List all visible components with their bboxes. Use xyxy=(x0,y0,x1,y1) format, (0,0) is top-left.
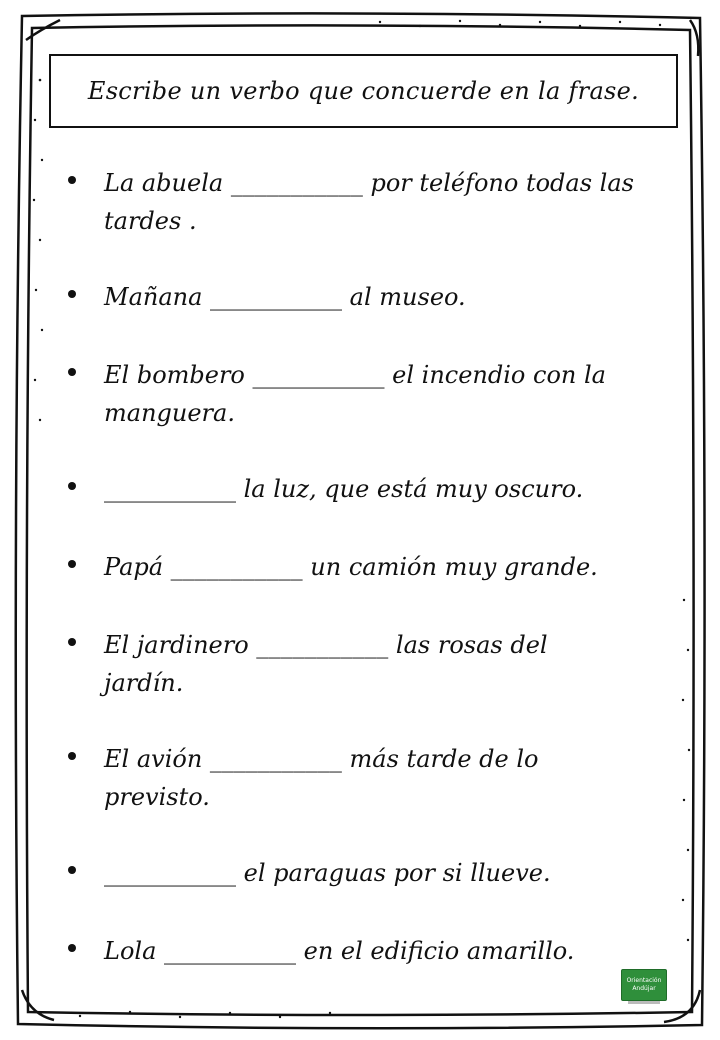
sentence-line: ___________ la luz, que está muy oscuro. xyxy=(104,475,584,503)
bullet-icon xyxy=(68,866,76,874)
sentence-line: Mañana ___________ al museo. xyxy=(104,283,466,311)
bullet-icon xyxy=(68,752,76,760)
bullet-icon xyxy=(68,482,76,490)
sentence-line: previsto. xyxy=(104,783,210,811)
sentence-line: jardín. xyxy=(104,669,184,697)
sentence-line: Lola ___________ en el edificio amarillo. xyxy=(104,937,575,965)
sentence-line: El avión ___________ más tarde de lo xyxy=(104,745,539,773)
sentence-line: El bombero ___________ el incendio con la xyxy=(104,361,606,389)
bullet-icon xyxy=(68,368,76,376)
sentence-line: manguera. xyxy=(104,399,235,427)
bullet-icon xyxy=(68,560,76,568)
sentence-line: El jardinero ___________ las rosas del xyxy=(104,631,548,659)
orientacion-andujar-logo xyxy=(621,969,667,1001)
logo-text-line: Orientación xyxy=(626,977,662,984)
bullet-icon xyxy=(68,176,76,184)
bullet-icon xyxy=(68,290,76,298)
sentence-line: La abuela ___________ por teléfono todas las xyxy=(104,169,634,197)
sentence-line: tardes . xyxy=(104,207,197,235)
instructions-title: Escribe un verbo que concuerde en la frase. xyxy=(49,54,678,128)
sentence-line: ___________ el paraguas por si llueve. xyxy=(104,859,551,887)
logo-base xyxy=(628,1001,660,1004)
logo-text-line: Andújar xyxy=(632,985,656,992)
sentence-line: Papá ___________ un camión muy grande. xyxy=(104,553,598,581)
bullet-icon xyxy=(68,638,76,646)
bullet-icon xyxy=(68,944,76,952)
